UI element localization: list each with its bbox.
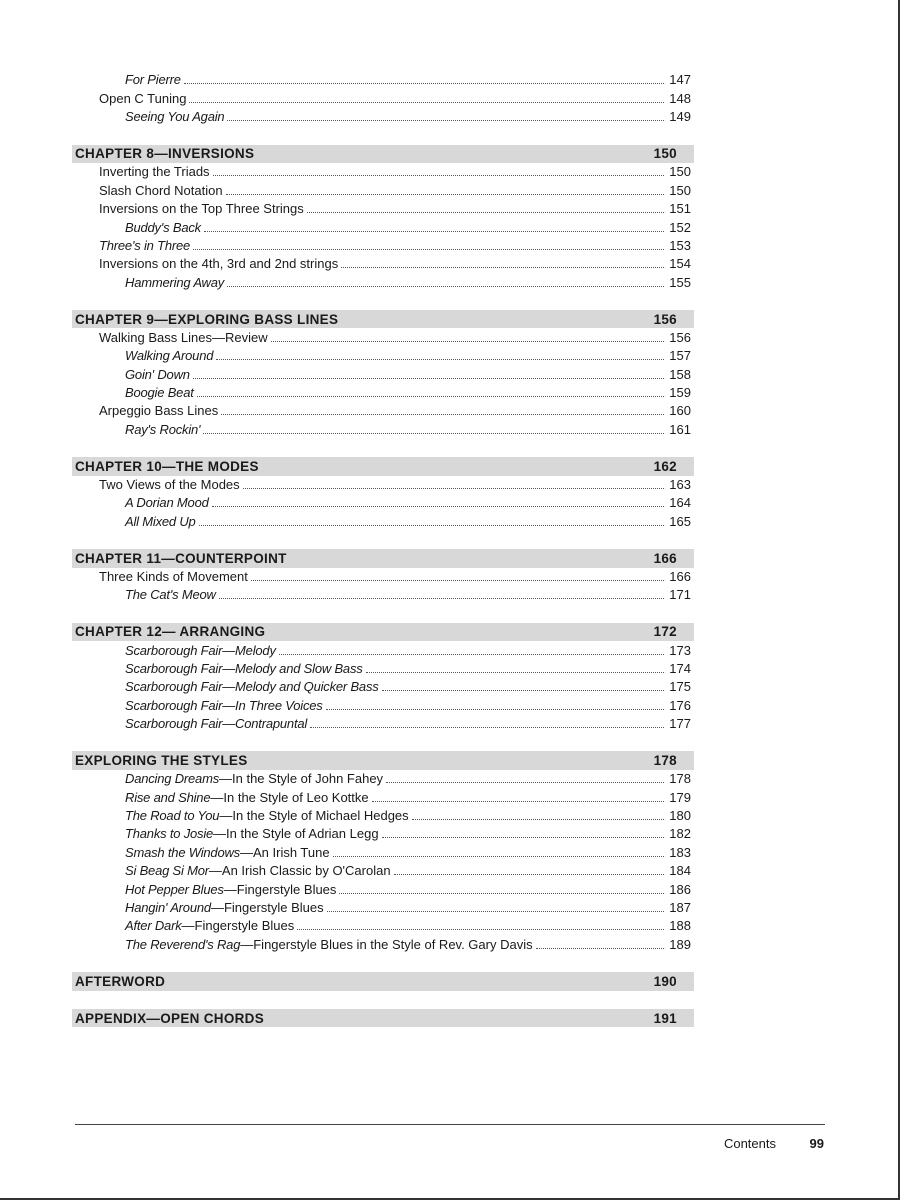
footer-label: Contents <box>723 1136 776 1151</box>
toc-entry <box>72 825 694 843</box>
chapter-heading <box>72 623 694 641</box>
toc-entry <box>72 237 694 255</box>
entry-title <box>125 770 383 788</box>
entry-title <box>99 182 223 200</box>
entry-text: Inverting the Triads <box>99 164 210 180</box>
entry-page: 155 <box>669 274 691 290</box>
dot-leader <box>221 414 664 415</box>
dot-leader <box>271 341 664 342</box>
toc-entry <box>72 494 694 512</box>
entry-title <box>125 219 201 237</box>
entry-italic-title: Hangin' Around <box>125 899 211 915</box>
entry-page: 187 <box>669 899 691 915</box>
entry-text: —An Irish Classic by O'Carolan <box>208 863 391 879</box>
chapter-page: 178 <box>653 753 677 769</box>
entry-text: Open C Tuning <box>99 90 187 106</box>
chapter-heading <box>72 972 694 990</box>
entry-title <box>125 807 409 825</box>
entry-italic-title: Walking Around <box>125 348 214 364</box>
chapter-page: 166 <box>653 550 677 566</box>
entry-italic-title: For Pierre <box>125 72 181 88</box>
entry-title <box>125 678 379 696</box>
entry-title <box>125 715 307 733</box>
entry-title <box>125 825 379 843</box>
chapter-page: 162 <box>653 458 677 474</box>
dot-leader <box>199 525 664 526</box>
entry-text: —In the Style of Michael Hedges <box>219 808 409 824</box>
dot-leader <box>243 488 664 489</box>
entry-text: —In the Style of Leo Kottke <box>210 789 369 805</box>
dot-leader <box>310 727 664 728</box>
toc-entry <box>72 255 694 273</box>
entry-italic-title: Rise and Shine <box>125 789 211 805</box>
entry-italic-title: The Cat's Meow <box>125 587 216 603</box>
entry-italic-title: A Dorian Mood <box>125 495 209 511</box>
toc-entry <box>72 89 694 107</box>
entry-title <box>99 255 338 273</box>
entry-italic-title: Scarborough Fair—Contrapuntal <box>125 716 308 732</box>
dot-leader <box>536 948 664 949</box>
toc-entry <box>72 788 694 806</box>
entry-title <box>125 421 200 439</box>
entry-title <box>125 586 216 604</box>
entry-title <box>125 384 194 402</box>
dot-leader <box>333 856 664 857</box>
dot-leader <box>227 286 664 287</box>
entry-title <box>125 697 323 715</box>
footer-rule <box>75 1124 825 1125</box>
entry-page: 157 <box>669 348 691 364</box>
dot-leader <box>366 672 664 673</box>
toc-entry <box>72 181 694 199</box>
toc-entry <box>72 862 694 880</box>
entry-title <box>125 936 533 954</box>
entry-title <box>99 329 268 347</box>
entry-page: 150 <box>669 164 691 180</box>
entry-text: —Fingerstyle Blues <box>223 881 337 897</box>
entry-text: Inversions on the Top Three Strings <box>99 201 304 217</box>
entry-page: 148 <box>669 90 691 106</box>
dot-leader <box>193 378 664 379</box>
toc-entry <box>72 586 694 604</box>
toc-entry <box>72 715 694 733</box>
entry-italic-title: Goin' Down <box>125 366 190 382</box>
chapter-heading <box>72 751 694 769</box>
entry-text: Two Views of the Modes <box>99 476 240 492</box>
entry-text: —Fingerstyle Blues in the Style of Rev. Gary Davis <box>240 936 533 952</box>
toc-entry <box>72 696 694 714</box>
toc-entry <box>72 200 694 218</box>
entry-italic-title: Three's in Three <box>99 237 191 253</box>
entry-page: 182 <box>669 826 691 842</box>
dot-leader <box>297 929 664 930</box>
entry-title <box>99 568 248 586</box>
toc-entry <box>72 678 694 696</box>
toc-entry <box>72 476 694 494</box>
dot-leader <box>212 506 664 507</box>
chapter-title: CHAPTER 9—EXPLORING BASS LINES <box>75 311 339 327</box>
entry-page: 158 <box>669 366 691 382</box>
entry-page: 174 <box>669 660 691 676</box>
entry-text: —An Irish Tune <box>239 844 330 860</box>
chapter-title: CHAPTER 11—COUNTERPOINT <box>75 550 287 566</box>
chapter-page: 150 <box>653 146 677 162</box>
dot-leader <box>251 580 664 581</box>
entry-title <box>125 881 336 899</box>
entry-text: Arpeggio Bass Lines <box>99 403 219 419</box>
toc-entry <box>72 218 694 236</box>
toc-entry <box>72 163 694 181</box>
entry-italic-title: Hammering Away <box>125 274 225 290</box>
entry-italic-title: All Mixed Up <box>125 513 196 529</box>
chapter-heading <box>72 310 694 328</box>
entry-italic-title: Thanks to Josie <box>125 826 214 842</box>
entry-page: 147 <box>669 72 691 88</box>
toc-entry <box>72 899 694 917</box>
entry-page: 149 <box>669 109 691 125</box>
entry-page: 159 <box>669 385 691 401</box>
entry-italic-title: Hot Pepper Blues <box>125 881 224 897</box>
dot-leader <box>327 911 664 912</box>
entry-text: Walking Bass Lines—Review <box>99 329 268 345</box>
entry-title <box>99 402 218 420</box>
entry-page: 151 <box>669 201 691 217</box>
toc-entry <box>72 273 694 291</box>
dot-leader <box>394 874 664 875</box>
entry-italic-title: Buddy's Back <box>125 219 201 235</box>
dot-leader <box>193 249 664 250</box>
dot-leader <box>341 267 664 268</box>
toc-entry <box>72 568 694 586</box>
toc-entry <box>72 420 694 438</box>
chapter-page: 156 <box>653 311 677 327</box>
entry-title <box>125 494 209 512</box>
chapter-title: CHAPTER 12— ARRANGING <box>75 624 266 640</box>
dot-leader <box>279 654 664 655</box>
dot-leader <box>219 598 664 599</box>
entry-page: 179 <box>669 789 691 805</box>
toc-entry <box>72 402 694 420</box>
chapter-title: AFTERWORD <box>75 973 166 989</box>
dot-leader <box>372 801 664 802</box>
entry-page: 175 <box>669 679 691 695</box>
entry-page: 154 <box>669 256 691 272</box>
toc-entry <box>72 843 694 861</box>
dot-leader <box>227 120 664 121</box>
entry-title <box>125 108 224 126</box>
chapter-page: 190 <box>653 973 677 989</box>
dot-leader <box>326 709 664 710</box>
entry-title <box>125 660 363 678</box>
chapter-title: CHAPTER 10—THE MODES <box>75 458 259 474</box>
entry-text: Inversions on the 4th, 3rd and 2nd strings <box>99 256 339 272</box>
entry-title <box>99 163 210 181</box>
entry-italic-title: Boogie Beat <box>125 385 194 401</box>
entry-page: 171 <box>669 587 691 603</box>
entry-title <box>125 899 324 917</box>
table-of-contents <box>72 71 694 1027</box>
toc-entry <box>72 660 694 678</box>
entry-italic-title: Seeing You Again <box>125 109 225 125</box>
toc-entry <box>72 770 694 788</box>
dot-leader <box>184 83 664 84</box>
entry-title <box>99 200 304 218</box>
entry-title <box>125 862 391 880</box>
toc-entry <box>72 347 694 365</box>
entry-italic-title: Scarborough Fair—In Three Voices <box>125 697 323 713</box>
toc-entry <box>72 641 694 659</box>
entry-title <box>99 90 186 108</box>
entry-text: —Fingerstyle Blues <box>181 918 295 934</box>
entry-page: 173 <box>669 642 691 658</box>
toc-entry <box>72 807 694 825</box>
toc-entry <box>72 108 694 126</box>
entry-page: 186 <box>669 881 691 897</box>
dot-leader <box>213 175 664 176</box>
entry-page: 177 <box>669 716 691 732</box>
entry-page: 163 <box>669 476 691 492</box>
entry-title <box>125 366 190 384</box>
entry-page: 160 <box>669 403 691 419</box>
chapter-title: CHAPTER 8—INVERSIONS <box>75 146 255 162</box>
entry-page: 180 <box>669 808 691 824</box>
entry-title <box>125 844 330 862</box>
chapter-page: 172 <box>653 624 677 640</box>
entry-page: 164 <box>669 495 691 511</box>
chapter-heading <box>72 457 694 475</box>
entry-italic-title: Scarborough Fair—Melody <box>125 642 276 658</box>
toc-entry <box>72 880 694 898</box>
entry-page: 183 <box>669 844 691 860</box>
entry-page: 161 <box>669 421 691 437</box>
entry-italic-title: Scarborough Fair—Melody and Quicker Bass <box>125 679 379 695</box>
entry-page: 156 <box>669 329 691 345</box>
entry-text: —In the Style of John Fahey <box>219 771 384 787</box>
entry-text: Three Kinds of Movement <box>99 568 248 584</box>
toc-entry <box>72 512 694 530</box>
dot-leader <box>386 782 664 783</box>
entry-title <box>125 274 224 292</box>
toc-entry <box>72 365 694 383</box>
dot-leader <box>204 231 664 232</box>
entry-title <box>125 513 196 531</box>
entry-page: 189 <box>669 936 691 952</box>
entry-page: 165 <box>669 513 691 529</box>
dot-leader <box>189 102 664 103</box>
chapter-heading <box>72 549 694 567</box>
entry-title <box>125 642 276 660</box>
entry-italic-title: The Reverend's Rag <box>125 936 241 952</box>
entry-page: 184 <box>669 863 691 879</box>
dot-leader <box>203 433 664 434</box>
entry-title <box>99 237 190 255</box>
entry-page: 176 <box>669 697 691 713</box>
toc-entry <box>72 917 694 935</box>
dot-leader <box>382 837 664 838</box>
entry-title <box>125 71 181 89</box>
dot-leader <box>382 690 664 691</box>
dot-leader <box>226 194 664 195</box>
entry-text: Slash Chord Notation <box>99 182 223 198</box>
toc-entry <box>72 328 694 346</box>
entry-italic-title: Smash the Windows <box>125 844 240 860</box>
entry-italic-title: Si Beag Si Mor <box>125 863 209 879</box>
entry-title <box>99 476 240 494</box>
entry-italic-title: Scarborough Fair—Melody and Slow Bass <box>125 660 363 676</box>
dot-leader <box>307 212 664 213</box>
dot-leader <box>339 893 664 894</box>
toc-entry <box>72 935 694 953</box>
chapter-heading <box>72 145 694 163</box>
chapter-heading <box>72 1009 694 1027</box>
entry-italic-title: Dancing Dreams <box>125 771 220 787</box>
entry-page: 150 <box>669 182 691 198</box>
chapter-title: APPENDIX—OPEN CHORDS <box>75 1010 265 1026</box>
toc-entry <box>72 384 694 402</box>
chapter-title: EXPLORING THE STYLES <box>75 753 248 769</box>
entry-title <box>125 917 294 935</box>
entry-text: —Fingerstyle Blues <box>210 899 324 915</box>
entry-text: —In the Style of Adrian Legg <box>213 826 379 842</box>
dot-leader <box>197 396 664 397</box>
chapter-page: 191 <box>653 1010 677 1026</box>
entry-page: 178 <box>669 771 691 787</box>
entry-page: 153 <box>669 237 691 253</box>
dot-leader <box>412 819 664 820</box>
entry-page: 188 <box>669 918 691 934</box>
entry-italic-title: The Road to You <box>125 808 220 824</box>
entry-page: 166 <box>669 568 691 584</box>
entry-italic-title: After Dark <box>125 918 182 934</box>
toc-entry <box>72 71 694 89</box>
entry-title <box>125 347 213 365</box>
dot-leader <box>216 359 664 360</box>
entry-page: 152 <box>669 219 691 235</box>
entry-italic-title: Ray's Rockin' <box>125 421 201 437</box>
footer-page-number: 99 <box>809 1136 824 1151</box>
entry-title <box>125 789 369 807</box>
